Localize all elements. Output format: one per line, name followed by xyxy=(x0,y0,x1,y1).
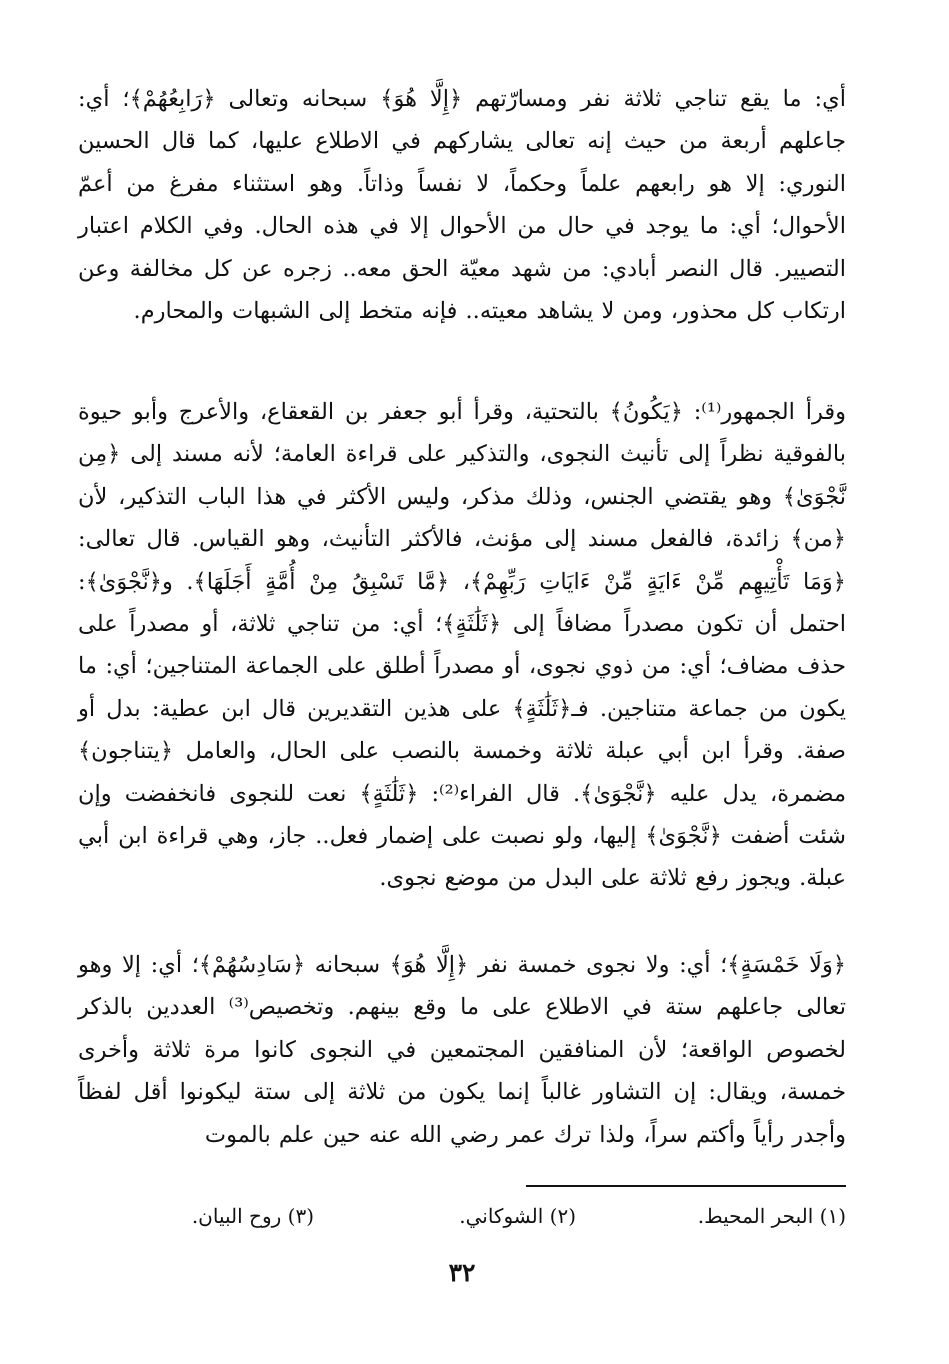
footnotes xyxy=(78,1199,846,1233)
footnote-separator xyxy=(526,1185,846,1187)
footnote-3: (٣) روح البيان. xyxy=(191,1204,314,1228)
document-page xyxy=(78,78,846,1308)
body-paragraph-2: وقرأ الجمهور⁽¹⁾: ﴿يَكُونُ﴾ بالتحتية، وقرأ أبو جعفر بن القعقاع، والأعرج وأبو حيوة بالفوقية نظراً إلى تأنيث النجوى، والتذكير على قراءة العامة؛ لأنه مسند إلى ﴿مِن نَّجْوَىٰ﴾ وهو يقتضي الجنس، وذلك مذكر، وليس الأكثر في هذا الباب التذكير، لأن ﴿من﴾ زائدة، فالفعل مسند إلى مؤنث، فالأكثر التأنيث، وهو القياس. قال تعالى: ﴿وَمَا تَأْتِيهِم مِّنْ ءَايَةٍ مِّنْ ءَايَاتِ رَبِّهِمْ﴾، ﴿مَّا تَسْبِقُ مِنْ أُمَّةٍ أَجَلَهَا﴾. و﴿نَّجْوَىٰ﴾: احتمل أن تكون مصدراً مضافاً إلى ﴿ثَلَٰثَةٍ﴾؛ أي: من تناجي ثلاثة، أو مصدراً على حذف مضاف؛ أي: من ذوي نجوى، أو مصدراً أطلق على الجماعة المتناجين؛ أي: ما يكون من جماعة متناجين. فـ﴿ثَلَٰثَةٍ﴾ على هذين التقديرين قال ابن عطية: بدل أو صفة. وقرأ ابن أبي عبلة ثلاثة وخمسة بالنصب على الحال، والعامل ﴿يتناجون﴾ مضمرة، يدل عليه ﴿نَّجْوَىٰ﴾. قال الفراء⁽²⁾: ﴿ثَلَٰثَةٍ﴾ نعت للنجوى فانخفضت وإن شئت أضفت ﴿نَّجْوَىٰ﴾ إليها، ولو نصبت على إضمار فعل.. جاز، وهي قراءة ابن أبي عبلة. ويجوز رفع ثلاثة على البدل من موضع نجوى. xyxy=(78,399,846,892)
footnote-2: (٢) الشوكاني. xyxy=(459,1204,576,1228)
footnote-1: (١) البحر المحيط. xyxy=(697,1204,846,1228)
page-number: ٣٢ xyxy=(448,1258,476,1287)
body-paragraph-3: ﴿وَلَا خَمْسَةٍ﴾؛ أي: ولا نجوى خمسة نفر ﴿إِلَّا هُوَ﴾ سبحانه ﴿سَادِسُهُمْ﴾؛ أي: إلا وهو تعالى جاعلهم ستة في الاطلاع على ما وقع بينهم. وتخصيص⁽³⁾ العددين بالذكر لخصوص الواقعة؛ لأن المنافقين المجتمعين في النجوى كانوا مرة ثلاثة وأخرى خمسة، ويقال: إن التشاور غالباً إنما يكون من ثلاثة إلى ستة ليكونوا أقل لفظاً وأجدر رأياً وأكتم سراً، ولذا ترك عمر رضي الله عنه حين علم بالموت xyxy=(78,952,846,1148)
body-paragraph-1: أي: ما يقع تناجي ثلاثة نفر ومسارّتهم ﴿إِلَّا هُوَ﴾ سبحانه وتعالى ﴿رَابِعُهُمْ﴾؛ أي: جاعلهم أربعة من حيث إنه تعالى يشاركهم في الاطلاع عليها، كما قال الحسين النوري: إلا هو رابعهم علماً وحكماً، لا نفساً وذاتاً. وهو استثناء مفرغ من أعمّ الأحوال؛ أي: ما يوجد في حال من الأحوال إلا في هذه الحال. وفي الكلام اعتبار التصيير. قال النصر أبادي: من شهد معيّة الحق معه.. زجره عن كل مخالفة وعن ارتكاب كل محذور، ومن لا يشاهد معيته.. فإنه متخط إلى الشبهات والمحارم. xyxy=(78,86,846,325)
